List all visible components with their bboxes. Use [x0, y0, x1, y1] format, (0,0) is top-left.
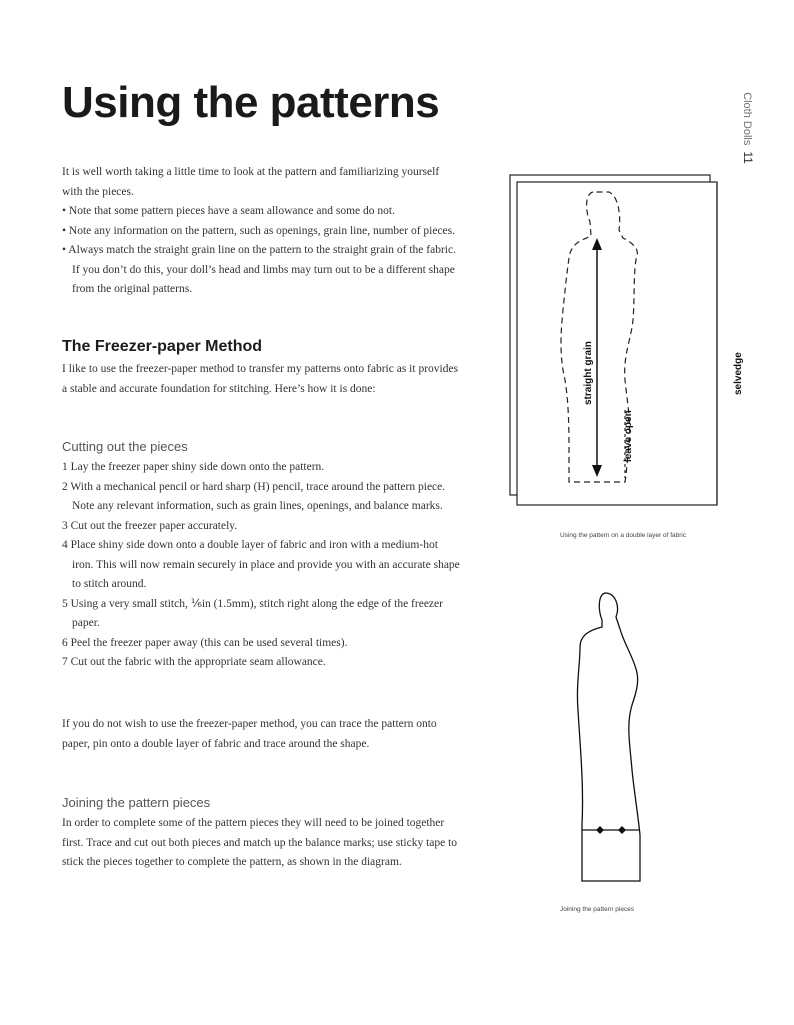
cutting-step: 1 Lay the freezer paper shiny side down onto the pattern.: [62, 461, 325, 473]
cutting-step: 5 Using a very small stitch, ⅙in (1.5mm), stitch right along the edge of the freezer paper.: [62, 597, 443, 629]
intro-bullet: • Note any information on the pattern, such as openings, grain line, number of pieces.: [62, 224, 456, 237]
grain-label: straight grain: [583, 341, 594, 405]
joining-text: In order to complete some of the pattern pieces they will need to be joined together first. Trace and cut out both pieces and match up the balance marks; use sticky tape to stick the pieces together to complete the pattern, as shown in the diagram.: [62, 817, 458, 868]
joined-pattern-outline: [577, 593, 640, 881]
intro-bullet: • Always match the straight grain line on the pattern to the straight grain of the fabric. If you don’t do this, your doll’s head and limbs may turn out to be a different shape from the original patterns.: [62, 244, 456, 295]
page-number: 11: [741, 151, 755, 164]
book-title: Cloth Dolls: [741, 92, 753, 146]
cutting-note-text: If you do not wish to use the freezer-paper method, you can trace the pattern onto paper, pin onto a double layer of fabric and trace around the shape.: [62, 718, 437, 750]
cutting-steps: [62, 458, 462, 673]
page-title: Using the patterns: [62, 78, 440, 127]
joining-heading: Joining the pattern pieces: [62, 795, 211, 810]
joining-diagram: [560, 585, 680, 885]
cutting-step: 6 Peel the freezer paper away (this can be used several times).: [62, 636, 348, 649]
fabric-layer-diagram: [505, 170, 755, 515]
cutting-heading: Cutting out the pieces: [62, 439, 188, 454]
cutting-step: 7 Cut out the fabric with the appropriate seam allowance.: [62, 656, 326, 668]
leave-open-label: leave open: [623, 410, 634, 462]
running-head: [738, 88, 758, 168]
joining-section: [62, 814, 462, 873]
cutting-note: [62, 715, 462, 754]
intro-text: It is well worth taking a little time to look at the pattern and familiarizing yourself with the pieces.: [62, 166, 440, 198]
freezer-heading: The Freezer-paper Method: [62, 338, 263, 355]
cutting-step: 3 Cut out the freezer paper accurately.: [62, 519, 238, 532]
figure2-caption: Joining the pattern pieces: [560, 906, 635, 913]
cutting-step: 2 With a mechanical pencil or hard sharp (H) pencil, trace around the pattern piece. Note any relevant information, such as grain lines, openings, and balance marks.: [62, 480, 446, 512]
freezer-text: I like to use the freezer-paper method to transfer my patterns onto fabric as it provides a stable and accurate foundation for stitching. Here’s how it is done:: [62, 363, 459, 395]
intro-bullet: • Note that some pattern pieces have a seam allowance and some do not.: [62, 205, 395, 217]
figure1-caption: Using the pattern on a double layer of fabric: [560, 532, 687, 539]
freezer-section: [62, 360, 462, 399]
selvedge-label: selvedge: [733, 352, 744, 395]
intro-section: [62, 163, 462, 300]
cutting-step: 4 Place shiny side down onto a double layer of fabric and iron with a medium-hot iron. This will now remain securely in place and provide you with an accurate shape to stitch around.: [62, 539, 460, 590]
